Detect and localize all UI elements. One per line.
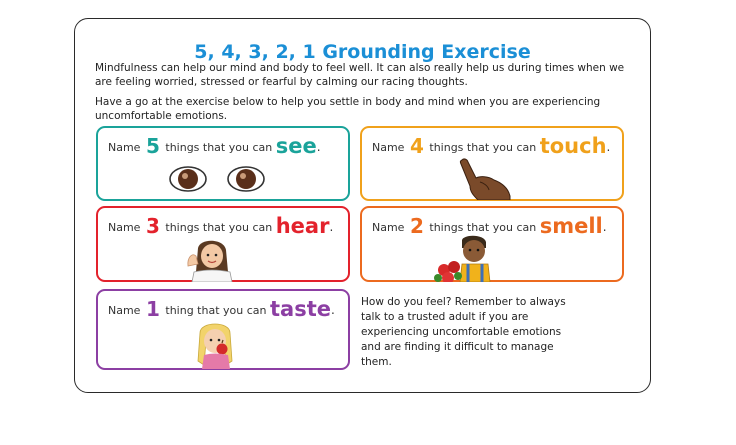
see-prompt (108, 134, 321, 158)
taste-name-label: Name (108, 304, 141, 317)
worksheet-title: 5, 4, 3, 2, 1 Grounding Exercise (194, 41, 531, 63)
worksheet-card (74, 18, 651, 393)
eyes-icon (168, 164, 268, 194)
girl-listening-icon (184, 238, 244, 282)
taste-box (96, 289, 350, 370)
hear-phrase: things that you can (165, 221, 273, 234)
hear-number: 3 (145, 214, 160, 238)
smell-number: 2 (409, 214, 424, 238)
smell-name-label: Name (372, 221, 405, 234)
see-name-label: Name (108, 141, 141, 154)
see-period: . (316, 140, 321, 154)
touch-number: 4 (409, 134, 424, 158)
instruction-paragraph: Have a go at the exercise below to help you settle in body and mind when you are experiencing uncomfortable emotions. (95, 96, 601, 122)
see-number: 5 (145, 134, 160, 158)
hear-box (96, 206, 350, 282)
touch-word: touch (539, 134, 607, 158)
hear-prompt (108, 214, 333, 238)
touch-prompt (372, 134, 610, 158)
pointing-hand-icon (458, 156, 514, 200)
hear-name-label: Name (108, 221, 141, 234)
closing-note: How do you feel? Remember to always talk to a trusted adult if you are experiencing uncomfortable emotions and are finding it difficult to manage them. (361, 296, 566, 368)
boy-smelling-flowers-icon (432, 234, 508, 282)
see-word: see (275, 134, 317, 158)
see-phrase: things that you can (165, 141, 273, 154)
smell-word: smell (539, 214, 603, 238)
touch-name-label: Name (372, 141, 405, 154)
taste-period: . (330, 303, 335, 317)
intro-paragraph: Mindfulness can help our mind and body to feel well. It can also really help us during times when we are feeling worried, stressed or fearful by calming our racing thoughts. (95, 62, 625, 88)
girl-eating-apple-icon (186, 321, 246, 369)
taste-number: 1 (145, 297, 160, 321)
smell-box (360, 206, 624, 282)
hear-period: . (329, 220, 334, 234)
taste-prompt (108, 297, 335, 321)
touch-period: . (606, 140, 611, 154)
touch-phrase: things that you can (429, 141, 537, 154)
taste-word: taste (269, 297, 331, 321)
taste-phrase: thing that you can (165, 304, 267, 317)
smell-phrase: things that you can (429, 221, 537, 234)
hear-word: hear (275, 214, 330, 238)
see-box (96, 126, 350, 201)
smell-period: . (602, 220, 607, 234)
touch-box (360, 126, 624, 201)
